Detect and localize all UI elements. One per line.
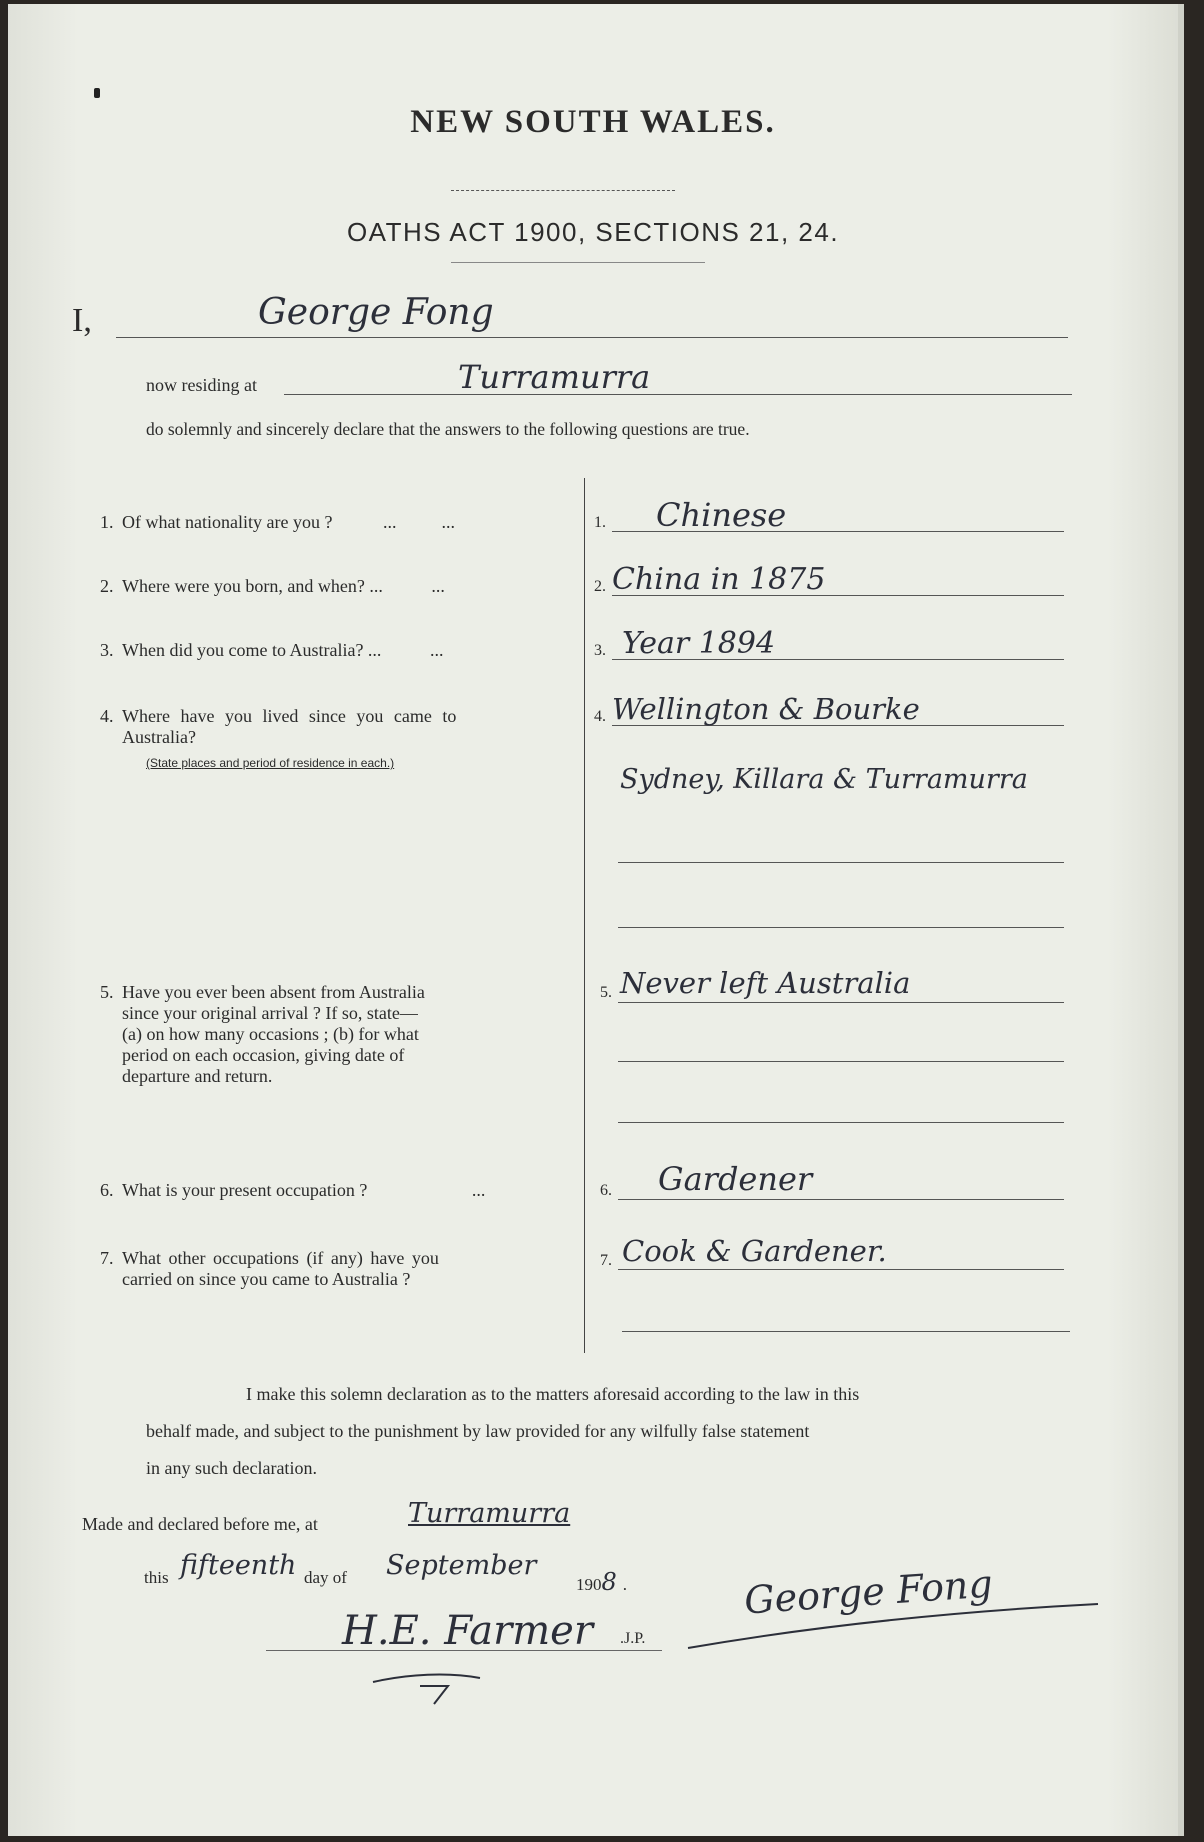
jp-signature-line <box>266 1650 662 1651</box>
answer-4-continued: Sydney, Killara & Turramurra <box>620 764 1028 795</box>
answer-1: Chinese <box>656 496 787 534</box>
answer-4-line-3 <box>618 927 1064 928</box>
answer-3-number: 3. <box>594 642 606 659</box>
subtitle-divider <box>451 262 705 263</box>
form-subtitle: OATHS ACT 1900, SECTIONS 21, 24. <box>346 217 840 247</box>
answer-4-line-2 <box>618 862 1064 863</box>
answer-4: Wellington & Bourke <box>612 692 920 726</box>
question-1: 1. Of what nationality are you ? ... ... <box>100 512 455 532</box>
year: 1908 . <box>576 1568 628 1596</box>
question-5: 5. Have you ever been absent from Australia since your original arrival ? If so, state— (a) on how many occasions ; (b) for what period on each occasion, giving date of departure and return. <box>100 982 425 1086</box>
corner-mark <box>94 88 100 98</box>
residing-label: now residing at <box>146 375 257 395</box>
answer-4-number: 4. <box>594 708 606 725</box>
answer-5-number: 5. <box>600 984 612 1001</box>
answer-2: China in 1875 <box>612 562 826 597</box>
declarant-prefix: I, <box>72 302 92 339</box>
made-place: Turramurra <box>408 1498 571 1529</box>
question-3: 3. When did you come to Australia? ... ... <box>100 640 444 660</box>
answer-5-line-1 <box>618 1002 1064 1003</box>
answer-6-number: 6. <box>600 1182 612 1199</box>
made-declared-label: Made and declared before me, at <box>82 1514 318 1534</box>
question-4: 4. Where have you lived since you came to Australia? <box>100 706 457 747</box>
declarant-signature-underline <box>684 1598 1104 1658</box>
title-divider <box>451 190 675 191</box>
answer-3: Year 1894 <box>622 626 776 661</box>
answer-5: Never left Australia <box>620 966 911 1000</box>
answer-5-line-2 <box>618 1061 1064 1062</box>
answer-7-line-1 <box>618 1269 1064 1270</box>
declaration-form <box>8 4 1184 1836</box>
column-divider <box>584 478 585 1353</box>
declarant-signature: George Fong <box>742 1561 994 1623</box>
jp-signature: H.E. Farmer <box>342 1608 593 1654</box>
question-2: 2. Where were you born, and when? ... ... <box>100 576 445 596</box>
made-month: September <box>386 1550 537 1581</box>
answer-1-number: 1. <box>594 514 606 531</box>
form-title: NEW SOUTH WALES. <box>410 104 776 140</box>
question-7: 7. What other occupations (if any) have you carried on since you came to Australia ? <box>100 1248 439 1289</box>
residence: Turramurra <box>458 358 651 396</box>
jp-signature-flourish <box>368 1660 488 1710</box>
this-label: this <box>144 1568 169 1587</box>
day-of-label: day of <box>304 1568 347 1587</box>
question-4-note: (State places and period of residence in each.) <box>146 756 395 770</box>
made-day: fifteenth <box>180 1550 297 1581</box>
year-digit: 8 <box>601 1568 617 1596</box>
residence-line <box>284 394 1072 395</box>
answer-7-line-2 <box>622 1331 1070 1332</box>
name-line <box>116 337 1068 338</box>
declarant-name: George Fong <box>258 292 494 333</box>
declaration-line-1: I make this solemn declaration as to the matters aforesaid according to the law in this <box>246 1384 860 1404</box>
question-6: 6. What is your present occupation ? ... <box>100 1180 486 1200</box>
answer-5-line-3 <box>618 1122 1064 1123</box>
answer-6-line <box>618 1199 1064 1200</box>
declaration-statement: do solemnly and sincerely declare that the answers to the following questions are true. <box>146 419 750 439</box>
declaration-line-3: in any such declaration. <box>146 1458 317 1478</box>
answer-6: Gardener <box>658 1160 813 1198</box>
answer-2-number: 2. <box>594 578 606 595</box>
declaration-line-2: behalf made, and subject to the punishment by law provided for any wilfully false statement <box>146 1421 810 1441</box>
jp-suffix: .J.P. <box>620 1630 646 1647</box>
answer-7: Cook & Gardener. <box>622 1234 887 1268</box>
answer-7-number: 7. <box>600 1252 612 1269</box>
